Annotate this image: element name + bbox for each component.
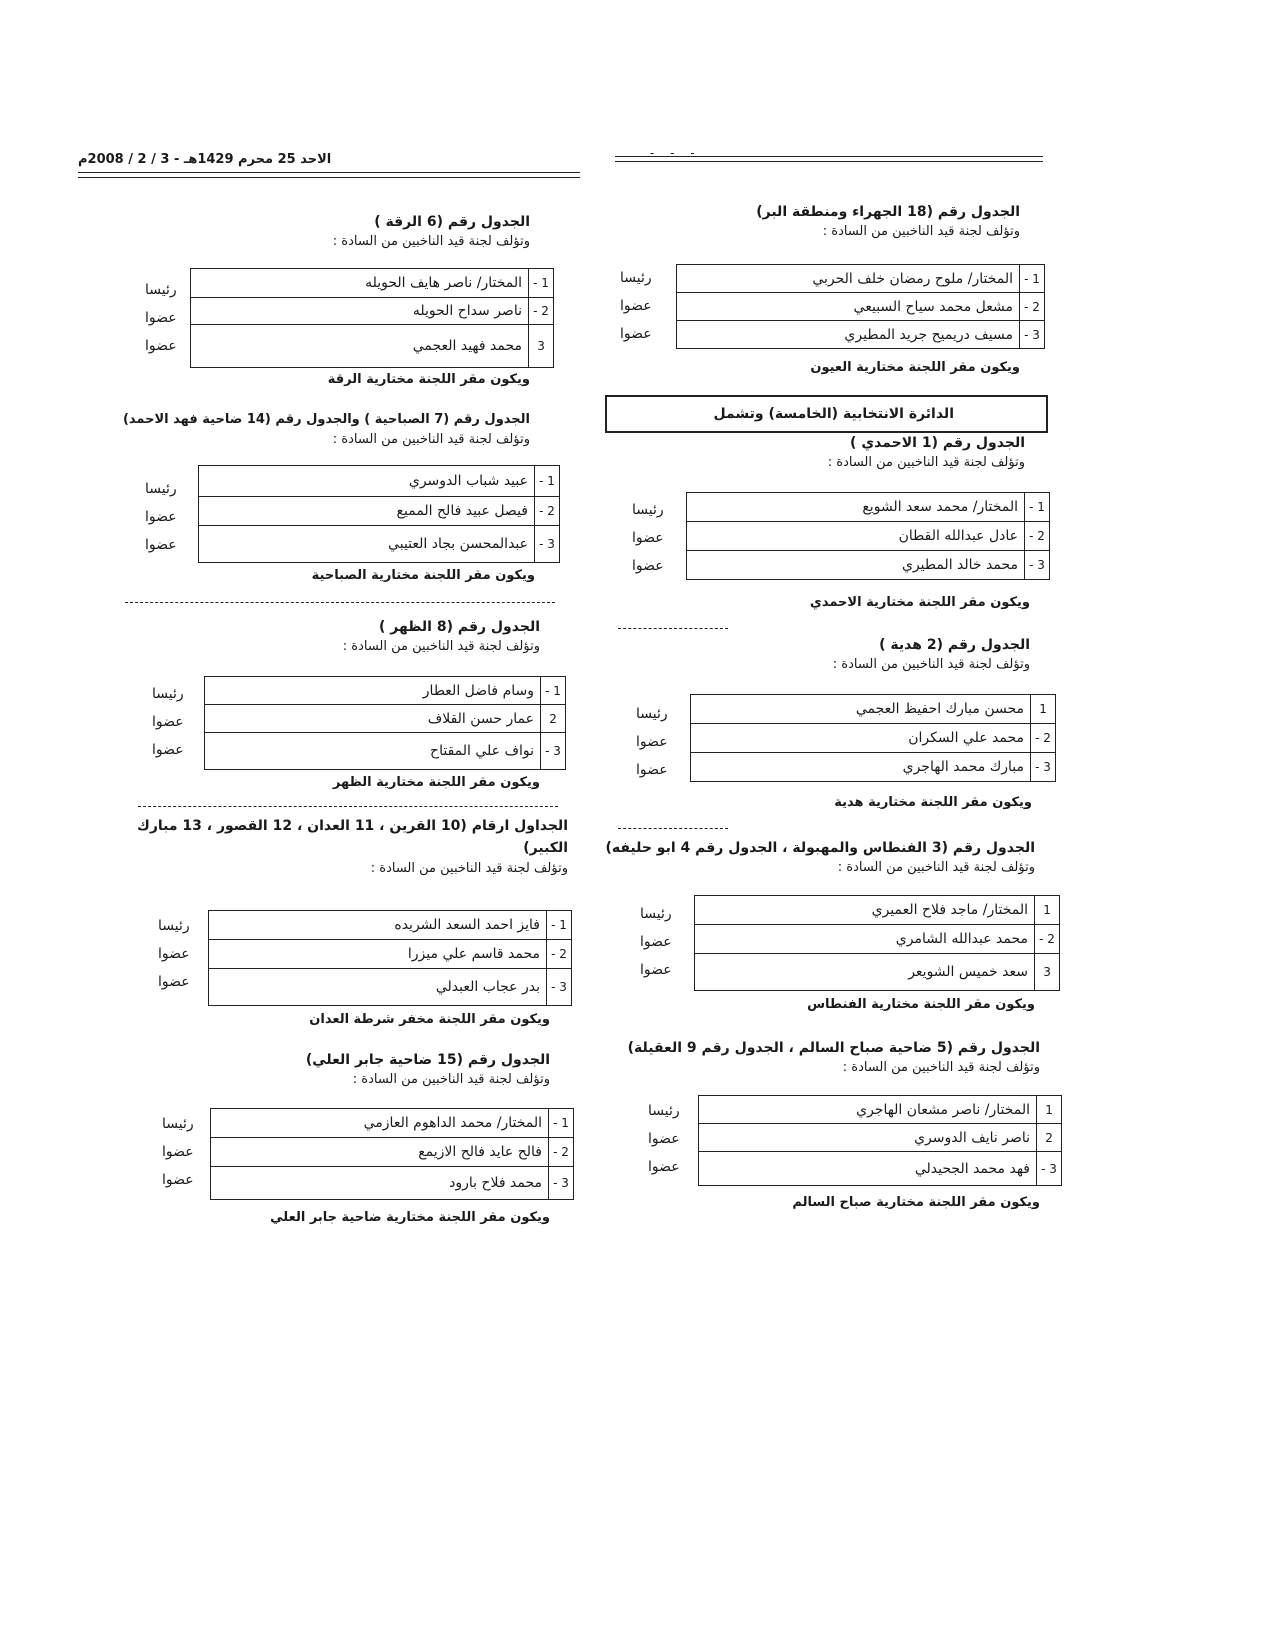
member-name: ناصر سداح الحويله xyxy=(412,303,522,319)
separator xyxy=(138,806,558,807)
section-title: الجدول رقم (2 هدية ) xyxy=(879,637,1030,653)
member-number: 2 xyxy=(540,705,565,732)
member-number: 1 xyxy=(1034,896,1059,924)
section-subtitle: وتؤلف لجنة قيد الناخبين من السادة : xyxy=(827,455,1025,470)
member-row xyxy=(677,265,1044,293)
member-roles xyxy=(636,700,668,784)
role-member: عضوا xyxy=(640,934,672,950)
committee-seat: ويكون مقر اللجنة مختارية الاحمدي xyxy=(809,595,1030,610)
member-number: 3 - xyxy=(540,733,565,769)
member-name: بدر عجاب العبدلي xyxy=(435,979,540,995)
member-row xyxy=(211,1138,573,1167)
section-title: الجداول ارقام (10 القرين ، 11 العدان ، 12 القصور ، 13 مبارك الكبير) xyxy=(136,818,568,856)
member-number: 2 - xyxy=(548,1138,573,1166)
section-jaber-alali xyxy=(290,1050,550,1090)
member-name: المختار/ ملوح رمضان خلف الحربي xyxy=(812,270,1013,287)
member-row xyxy=(199,497,559,526)
members-table xyxy=(204,676,566,770)
member-name: المختار/ محمد سعد الشويع xyxy=(862,499,1018,515)
member-row xyxy=(211,1167,573,1199)
header-rule-right xyxy=(615,156,1043,157)
member-name: وسام فاضل العطار xyxy=(422,682,534,699)
role-member: عضوا xyxy=(620,326,652,342)
role-head: رئيسا xyxy=(158,918,190,934)
role-member: عضوا xyxy=(648,1131,680,1147)
committee-seat: ويكون مقر اللجنة مخفر شرطة العدان xyxy=(309,1012,550,1027)
member-name: المختار/ ناصر مشعان الهاجري xyxy=(856,1101,1030,1118)
section-subtitle: وتؤلف لجنة قيد الناخبين من السادة : xyxy=(842,1060,1040,1075)
member-name: المختار/ محمد الداهوم العازمي xyxy=(363,1115,542,1131)
section-subtitle: وتؤلف لجنة قيد الناخبين من السادة : xyxy=(822,224,1020,239)
role-head: رئيسا xyxy=(648,1103,680,1119)
member-number: 1 - xyxy=(1019,265,1044,292)
role-member: عضوا xyxy=(145,509,177,525)
member-row xyxy=(687,493,1049,522)
member-name: ناصر نايف الدوسري xyxy=(914,1129,1030,1146)
committee-seat: ويكون مقر اللجنة مختارية الصباحية xyxy=(311,568,535,583)
section-dhaher xyxy=(160,617,540,657)
section-title: الجدول رقم (15 ضاحية جابر العلي) xyxy=(305,1052,550,1068)
member-row xyxy=(209,969,571,1005)
member-number: 1 xyxy=(1036,1096,1061,1123)
member-row xyxy=(695,925,1059,954)
member-name: محمد عبدالله الشامري xyxy=(895,931,1028,947)
member-name: عادل عبدالله القطان xyxy=(898,528,1018,544)
role-member: عضوا xyxy=(632,558,664,574)
member-number: 2 xyxy=(1036,1124,1061,1151)
member-name: محمد فلاح بارود xyxy=(449,1175,542,1191)
role-head: رئيسا xyxy=(632,502,664,518)
member-row xyxy=(691,695,1055,724)
role-head: رئيسا xyxy=(152,686,184,702)
member-roles xyxy=(152,680,184,764)
role-member: عضوا xyxy=(632,530,664,546)
member-name: محسن مبارك احفيظ العجمي xyxy=(855,701,1024,717)
member-row xyxy=(205,677,565,705)
member-name: فهد محمد الجحيدلي xyxy=(914,1160,1030,1177)
section-ahmadi xyxy=(625,433,1025,473)
section-fintas xyxy=(600,838,1035,878)
member-number: 3 - xyxy=(1030,753,1055,781)
member-number: 3 xyxy=(528,325,553,367)
section-sabah-alsalem xyxy=(600,1038,1040,1078)
member-name: محمد خالد المطيري xyxy=(901,557,1018,573)
member-name: محمد قاسم علي ميزرا xyxy=(407,946,540,962)
committee-seat: ويكون مقر اللجنة مختارية الرقة xyxy=(327,372,530,387)
member-name: فايز احمد السعد الشريده xyxy=(394,917,540,933)
separator xyxy=(125,602,555,603)
role-member: عضوا xyxy=(162,1172,194,1188)
member-row xyxy=(695,896,1059,925)
member-row xyxy=(191,298,553,325)
section-subtitle: وتؤلف لجنة قيد الناخبين من السادة : xyxy=(370,861,568,876)
role-member: عضوا xyxy=(158,946,190,962)
member-roles xyxy=(640,900,672,984)
member-roles xyxy=(145,475,177,559)
member-row xyxy=(677,321,1044,348)
member-row xyxy=(191,325,553,367)
member-row xyxy=(691,753,1055,781)
member-row xyxy=(699,1096,1061,1124)
role-member: عضوا xyxy=(636,762,668,778)
member-row xyxy=(699,1124,1061,1152)
section-title: الجدول رقم (8 الظهر ) xyxy=(379,619,540,635)
committee-seat: ويكون مقر اللجنة مختارية الظهر xyxy=(332,775,540,790)
member-roles xyxy=(648,1097,680,1181)
section-subtitle: وتؤلف لجنة قيد الناخبين من السادة : xyxy=(832,657,1030,672)
header-rule-right-2 xyxy=(615,161,1043,162)
committee-seat: ويكون مقر اللجنة مختارية صباح السالم xyxy=(792,1195,1040,1210)
role-member: عضوا xyxy=(145,310,177,326)
member-number: 1 - xyxy=(528,269,553,297)
role-head: رئيسا xyxy=(636,706,668,722)
members-table xyxy=(190,268,554,368)
member-name: عمار حسن القلاف xyxy=(427,710,534,727)
member-number: 3 xyxy=(1034,954,1059,990)
committee-seat: ويكون مقر اللجنة مختارية هدية xyxy=(834,795,1032,810)
member-number: 3 - xyxy=(1024,551,1049,579)
member-number: 2 - xyxy=(1024,522,1049,550)
members-table xyxy=(676,264,1045,349)
section-jahra xyxy=(620,202,1020,242)
member-number: 3 - xyxy=(1036,1152,1061,1185)
section-riqqa xyxy=(140,212,530,252)
role-head: رئيسا xyxy=(640,906,672,922)
member-row xyxy=(209,911,571,940)
role-head: رئيسا xyxy=(145,282,177,298)
section-sabahiya xyxy=(122,410,530,450)
member-number: 2 - xyxy=(528,298,553,324)
member-number: 2 - xyxy=(1034,925,1059,953)
role-member: عضوا xyxy=(636,734,668,750)
member-row xyxy=(695,954,1059,990)
separator xyxy=(618,828,728,829)
member-row xyxy=(211,1109,573,1138)
member-row xyxy=(205,705,565,733)
member-name: مشعل محمد سياح السبيعي xyxy=(853,298,1013,315)
member-number: 2 - xyxy=(1030,724,1055,752)
member-name: فالح عايد فالح الازيمع xyxy=(418,1144,542,1160)
role-head: رئيسا xyxy=(620,270,652,286)
member-name: محمد علي السكران xyxy=(908,730,1024,746)
district-heading: الدائرة الانتخابية (الخامسة) وتشمل xyxy=(605,395,1048,433)
member-row xyxy=(677,293,1044,321)
section-hadiya xyxy=(630,635,1030,675)
member-roles xyxy=(632,496,664,580)
role-member: عضوا xyxy=(152,742,184,758)
member-name: المختار/ ناصر هايف الحويله xyxy=(365,275,522,291)
role-member: عضوا xyxy=(152,714,184,730)
section-subtitle: وتؤلف لجنة قيد الناخبين من السادة : xyxy=(332,432,530,447)
section-subtitle: وتؤلف لجنة قيد الناخبين من السادة : xyxy=(332,234,530,249)
member-number: 2 - xyxy=(1019,293,1044,320)
role-member: عضوا xyxy=(620,298,652,314)
member-name: مبارك محمد الهاجري xyxy=(902,759,1024,775)
member-roles xyxy=(620,264,652,348)
committee-seat: ويكون مقر اللجنة مختارية ضاحية جابر العلي xyxy=(270,1210,550,1225)
member-number: 2 - xyxy=(546,940,571,968)
member-number: 1 - xyxy=(1024,493,1049,521)
member-row xyxy=(199,526,559,562)
member-row xyxy=(699,1152,1061,1185)
members-table xyxy=(198,465,560,563)
member-name: سعد خميس الشويعر xyxy=(908,964,1028,980)
member-roles xyxy=(162,1110,194,1194)
member-name: مسيف دريميح جريد المطيري xyxy=(844,326,1013,343)
member-name: عبيد شباب الدوسري xyxy=(408,473,528,489)
committee-seat: ويكون مقر اللجنة مختارية الفنطاس xyxy=(807,997,1035,1012)
member-number: 1 - xyxy=(546,911,571,939)
member-number: 3 - xyxy=(1019,321,1044,348)
section-qurain-adan xyxy=(128,815,568,879)
separator xyxy=(618,628,728,629)
members-table xyxy=(208,910,572,1006)
header-rule-left-2 xyxy=(78,177,580,178)
section-title: الجدول رقم (3 الفنطاس والمهبولة ، الجدول رقم 4 ابو حليفه) xyxy=(605,840,1035,856)
section-title: الجدول رقم (5 ضاحية صباح السالم ، الجدول رقم 9 العقيلة) xyxy=(627,1040,1040,1056)
member-row xyxy=(687,522,1049,551)
page-date: الاحد 25 محرم 1429هـ - 3 / 2 / 2008م xyxy=(78,152,332,167)
role-head: رئيسا xyxy=(162,1116,194,1132)
member-number: 3 - xyxy=(548,1167,573,1199)
member-number: 3 - xyxy=(534,526,559,562)
members-table xyxy=(690,694,1056,782)
member-name: فيصل عبيد فالح المميع xyxy=(396,503,528,519)
role-member: عضوا xyxy=(162,1144,194,1160)
header-rule-left xyxy=(78,172,580,173)
member-number: 1 - xyxy=(534,466,559,496)
role-member: عضوا xyxy=(145,338,177,354)
member-name: المختار/ ماجد فلاح العميري xyxy=(871,902,1028,918)
member-roles xyxy=(145,276,177,360)
member-number: 1 - xyxy=(540,677,565,704)
member-row xyxy=(191,269,553,298)
committee-seat: ويكون مقر اللجنة مختارية العيون xyxy=(810,360,1020,375)
role-member: عضوا xyxy=(648,1159,680,1175)
members-table xyxy=(698,1095,1062,1186)
member-row xyxy=(687,551,1049,579)
members-table xyxy=(210,1108,574,1200)
member-row xyxy=(691,724,1055,753)
section-subtitle: وتؤلف لجنة قيد الناخبين من السادة : xyxy=(342,639,540,654)
section-title: الجدول رقم (7 الصباحية ) والجدول رقم (14 ضاحية فهد الاحمد) xyxy=(122,412,530,427)
header-fragment: - - - xyxy=(650,146,701,160)
member-row xyxy=(209,940,571,969)
role-member: عضوا xyxy=(640,962,672,978)
members-table xyxy=(694,895,1060,991)
section-subtitle: وتؤلف لجنة قيد الناخبين من السادة : xyxy=(837,860,1035,875)
member-name: محمد فهيد العجمي xyxy=(412,338,522,354)
member-number: 1 xyxy=(1030,695,1055,723)
member-row xyxy=(199,466,559,497)
role-member: عضوا xyxy=(158,974,190,990)
section-title: الجدول رقم (1 الاحمدي ) xyxy=(850,435,1025,451)
section-subtitle: وتؤلف لجنة قيد الناخبين من السادة : xyxy=(352,1072,550,1087)
member-roles xyxy=(158,912,190,996)
member-name: عبدالمحسن بجاد العتيبي xyxy=(388,536,528,552)
member-number: 1 - xyxy=(548,1109,573,1137)
member-number: 3 - xyxy=(546,969,571,1005)
role-head: رئيسا xyxy=(145,481,177,497)
section-title: الجدول رقم (6 الرقة ) xyxy=(374,214,530,230)
section-title: الجدول رقم (18 الجهراء ومنطقة البر) xyxy=(756,204,1020,220)
members-table xyxy=(686,492,1050,580)
member-name: نواف علي المقتاح xyxy=(430,743,534,759)
member-number: 2 - xyxy=(534,497,559,525)
member-row xyxy=(205,733,565,769)
role-member: عضوا xyxy=(145,537,177,553)
